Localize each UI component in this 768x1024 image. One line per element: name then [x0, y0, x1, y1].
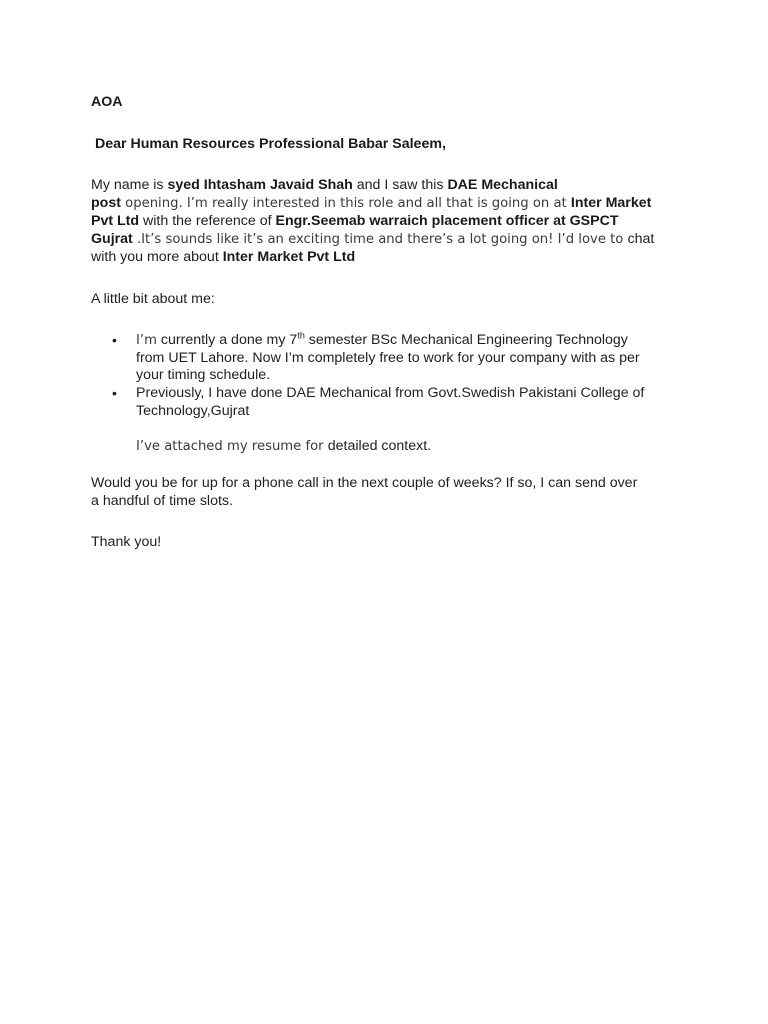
bullet-icon: •: [112, 385, 117, 401]
bullet-icon: •: [112, 332, 117, 348]
bullet1-line3: your timing schedule.: [136, 367, 271, 383]
para1-line3: Pvt Ltd with the reference of Engr.Seemab warraich placement officer at GSPCT: [91, 213, 619, 229]
closing-line2: a handful of time slots.: [91, 493, 233, 509]
closing-line1: Would you be for up for a phone call in the next couple of weeks? If so, I can send over: [91, 475, 638, 491]
attached-line: I’ve attached my resume for detailed context.: [136, 438, 432, 454]
para1-line1: My name is syed Ihtasham Javaid Shah and I saw this DAE Mechanical: [91, 177, 558, 193]
para1-line2: post opening. I’m really interested in this role and all that is going on at Inter Market: [91, 195, 652, 211]
about-heading: A little bit about me:: [91, 291, 215, 307]
bullet1-line2: from UET Lahore. Now I’m completely free to work for your company with as per: [136, 350, 640, 366]
bullet1-line1: I’m currently a done my 7th semester BSc Mechanical Engineering Technology: [136, 330, 628, 348]
signoff: Thank you!: [91, 534, 162, 550]
greeting: AOA: [91, 94, 123, 110]
para1-line4: Gujrat .It’s sounds like it’s an exciting time and there’s a lot going on! I’d love to chat: [91, 231, 655, 247]
salutation: Dear Human Resources Professional Babar Saleem,: [95, 136, 446, 152]
para1-line5: with you more about Inter Market Pvt Ltd: [91, 249, 356, 265]
bullet2-line2: Technology,Gujrat: [136, 403, 250, 419]
bullet2-line1: Previously, I have done DAE Mechanical from Govt.Swedish Pakistani College of: [136, 385, 645, 401]
